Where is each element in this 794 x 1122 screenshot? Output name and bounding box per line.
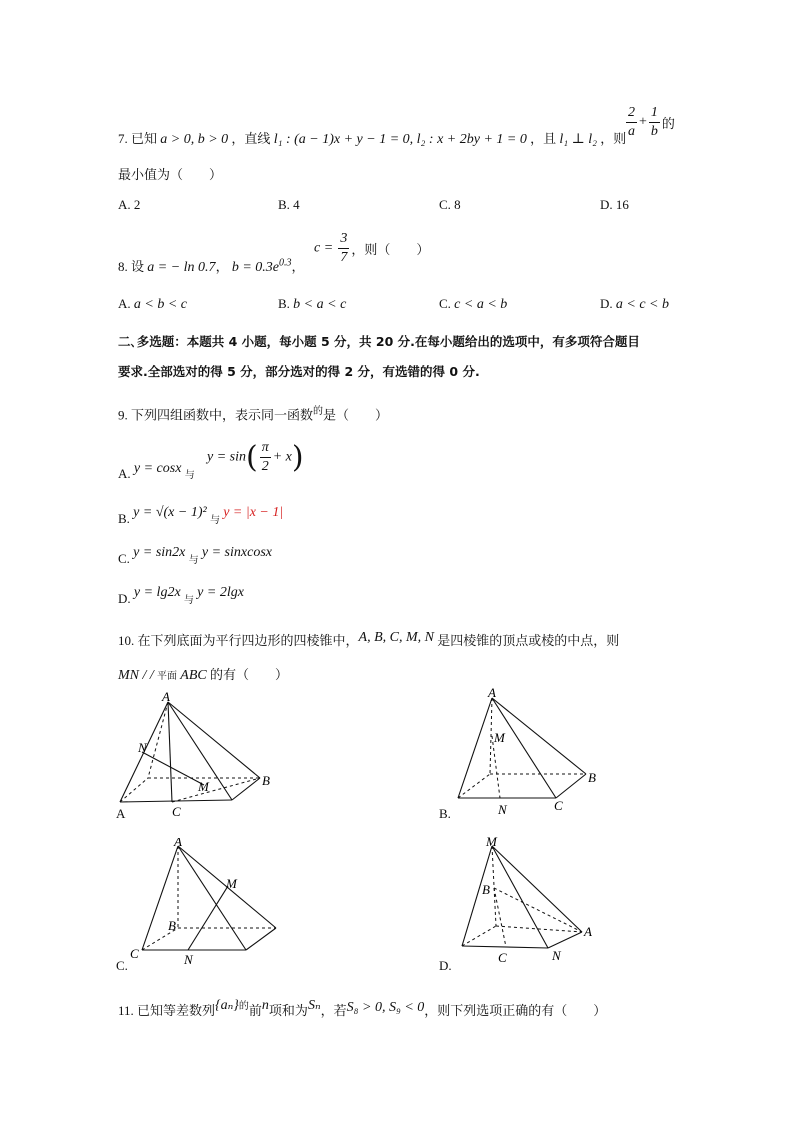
fig-a-vertex-b: B: [262, 773, 270, 788]
q8-b-def: b = 0.3e: [231, 260, 279, 275]
q10-figure-b: [452, 686, 622, 816]
q9-option-a-right: y = sin( $\frac{\pi}{2}$ + x): [207, 440, 304, 475]
fig-d-vertex-c: C: [498, 950, 507, 965]
q7-option-d: D. 16: [600, 197, 629, 212]
fig-b-vertex-b: B: [588, 770, 596, 785]
section2-line1: 二､多选题：本题共 4 小题，每小题 5 分，共 20 分.在每小题给出的选项中，有多项符合题目: [118, 334, 640, 349]
q8-b-exponent: 0.3: [279, 257, 292, 269]
q9-de: 的: [313, 406, 324, 417]
q7-perp-expr: l₁ ⊥ l₂: [559, 132, 598, 147]
q7-line1: [118, 128, 626, 148]
q8-tail: ，则（ ）: [351, 242, 430, 257]
q10-figure-d-label: D.: [439, 958, 452, 973]
q10-figure-a: [112, 692, 282, 822]
q8-sep1: ，: [215, 259, 229, 274]
q7-option-a: A. 2: [118, 197, 141, 212]
q7-line-label: ，直线: [231, 131, 271, 146]
q9-option-a: A. y = cosx $_与$: [118, 461, 195, 481]
q7-option-b: B. 4: [278, 197, 300, 212]
fig-b-vertex-a: A: [488, 686, 496, 700]
section2-line2: 要求.全部选对的得 5 分，部分选对的得 2 分，有选错的得 0 分.: [118, 364, 480, 379]
fig-d-vertex-b: B: [482, 882, 490, 897]
q8-a-def: a = − ln 0.7: [147, 260, 216, 275]
q9-option-b-right: y = |x − 1|: [223, 505, 284, 520]
fig-d-vertex-a: A: [584, 924, 592, 939]
q10-stem: 10. 在下列底面为平行四边形的四棱锥中，A, B, C, M, N 是四棱锥的顶点或棱的中点，则: [118, 630, 620, 648]
q7-then: ，则: [600, 131, 627, 146]
q9-text-post: 是（ ）: [323, 407, 389, 423]
fig-d-vertex-m: M: [486, 836, 497, 849]
q9-text: 9. 下列四组函数中，表示同一函数: [118, 407, 314, 423]
q8-c-def: [314, 232, 429, 265]
fig-c-vertex-m: M: [226, 876, 237, 891]
q7-perp-label: ，且: [530, 131, 557, 146]
q10-figure-c-label: C.: [116, 958, 128, 973]
q7-plus: +: [639, 114, 647, 130]
fig-a-vertex-n: N: [138, 740, 147, 755]
q8-option-b: B. b < a < c: [278, 296, 347, 312]
fig-a-vertex-c: C: [172, 804, 181, 819]
q11-stem: 11. 已知等差数列$\{a_n\}^的$前n项和为Sₙ，若S₈ > 0, S₉ < 0，则下列选项正确的有（ ）: [118, 998, 607, 1018]
q8-option-d: D. a < c < b: [600, 296, 669, 312]
fig-b-vertex-m: M: [494, 730, 505, 745]
fig-b-vertex-n: N: [498, 802, 507, 816]
q10-figure-d: [452, 836, 632, 966]
q9-option-d: D. y = lg2x $_与$ y = 2lgx: [118, 585, 244, 606]
q7-condition: a > 0, b > 0: [160, 132, 229, 147]
q7-frac2: $\frac{1}{b}$: [650, 105, 658, 139]
q8-number: 8. 设: [118, 259, 145, 274]
q8-option-a: A. a < b < c: [118, 296, 187, 312]
q10-figure-b-label: B.: [439, 806, 451, 821]
q9-option-b: B. y = √(x − 1)² $_与$ y = |x − 1|: [118, 505, 284, 526]
q7-frac1: $\frac{2}{a}$: [628, 105, 635, 139]
q7-lines-equation: l₁ : (a − 1)x + y − 1 = 0, l₂ : x + 2by + 1 = 0: [273, 132, 527, 147]
q8-c-label: c =: [314, 240, 334, 256]
q8-option-c: C. c < a < b: [439, 296, 508, 312]
fig-c-vertex-n: N: [184, 952, 193, 967]
q7-number: 7. 已知: [118, 131, 158, 146]
q7-tail: 的: [661, 116, 675, 131]
fig-b-vertex-c: C: [554, 798, 563, 813]
q7-fraction-expr: [624, 106, 675, 139]
q9-stem: [118, 402, 388, 423]
fig-d-vertex-n: N: [552, 948, 561, 963]
q7-line2: 最小值为（ ）: [118, 167, 223, 182]
q8-line: [118, 256, 305, 276]
q10-stem-line2: MN / / 平面 ABC 的有（ ）: [118, 667, 288, 683]
fig-c-vertex-a: A: [174, 838, 182, 849]
q8-sep2: ，: [291, 259, 305, 274]
q8-c-frac: $\frac{3}{7}$: [340, 231, 348, 265]
q9-option-c: C. y = sin2x $_与$ y = sinxcosx: [118, 545, 272, 566]
q10-figure-a-label: A: [116, 806, 126, 821]
fig-a-vertex-a: A: [162, 692, 170, 704]
q7-option-c: C. 8: [439, 197, 461, 212]
fig-c-vertex-c: C: [130, 946, 139, 961]
fig-a-vertex-m: M: [198, 779, 209, 794]
q10-figure-c: [126, 838, 296, 968]
fig-c-vertex-b: B: [168, 918, 176, 933]
